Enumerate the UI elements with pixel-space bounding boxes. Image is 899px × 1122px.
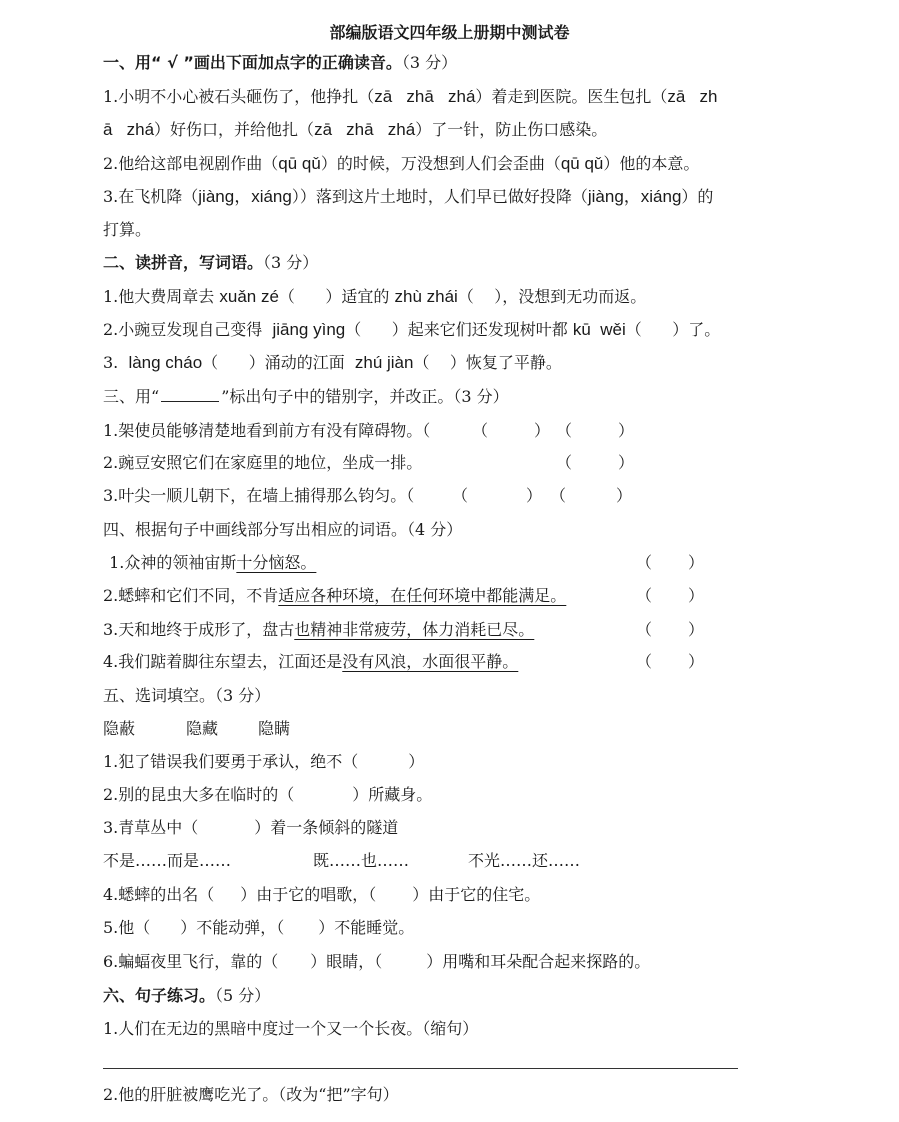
- text: ）所藏身。: [352, 785, 433, 804]
- section-5-heading-text: 五、选词填空。（3 分）: [103, 686, 271, 705]
- pinyin: kū wěi: [572, 320, 626, 339]
- conj-choice-2: 既……也……: [313, 851, 410, 870]
- s5-question-1: [103, 751, 424, 773]
- pinyin-options: ā zhá: [103, 120, 155, 139]
- s6-question-2: [103, 1084, 399, 1106]
- section-4-heading: [103, 519, 462, 541]
- s1-question-1-line-2: [103, 119, 607, 141]
- text: 1.犯了错误我们要勇于承认，绝不（: [103, 752, 359, 771]
- s4-question-2: [103, 585, 566, 607]
- text: 2.小豌豆发现自己变得: [103, 320, 273, 339]
- s2-question-3: [103, 352, 562, 374]
- section-6-heading: [103, 985, 270, 1007]
- s4-q4-answer[interactable]: （ ）: [636, 652, 705, 671]
- section-3-heading-post: ”标出句子中的错别字，并改正。（3 分）: [221, 387, 509, 406]
- exam-title: 部编版语文四年级上册期中测试卷: [329, 23, 570, 42]
- s5-question-2: [103, 784, 432, 806]
- pinyin-options: jiàng，xiáng: [198, 187, 292, 206]
- text: ）由于它的唱歌，（: [240, 885, 377, 904]
- text: ）不能睡觉。: [318, 918, 415, 937]
- text: ）好伤口，并给他扎（: [154, 120, 315, 139]
- s1-question-1-line-1: [103, 86, 718, 108]
- text: ）: [408, 752, 425, 771]
- text: 4.蟋蟀的出名（: [103, 885, 215, 904]
- section-3-heading-pre: 三、用“: [103, 387, 160, 406]
- text: 3.青草丛中（: [103, 818, 199, 837]
- s6-question-1: [103, 1018, 478, 1040]
- underlined-phrase: 十分恼怒。: [236, 553, 317, 572]
- answer-blank[interactable]: （ ）适宜的: [278, 287, 395, 306]
- text: ）了一针，防止伤口感染。: [415, 120, 608, 139]
- conj-choice-3: 不光……还……: [468, 851, 581, 870]
- text: ）的时候，万没想到人们会歪曲（: [320, 154, 561, 173]
- pinyin-options: zā zhā zhá: [314, 120, 416, 139]
- s3-q1-answer-1[interactable]: （ ）: [472, 421, 551, 440]
- section-1-score: （3 分）: [401, 53, 458, 72]
- text: ）眼睛，（: [310, 952, 383, 971]
- pinyin: zhú jiàn: [354, 353, 414, 372]
- text: 1.他大费周章去: [103, 287, 220, 306]
- text: 1.众神的领袖宙斯: [104, 553, 237, 572]
- s4-q3-answer[interactable]: （ ）: [636, 620, 705, 639]
- section-2-score: （3 分）: [263, 253, 319, 272]
- underline-mark-sample: [161, 389, 219, 402]
- s3-question-1: [103, 420, 430, 442]
- pinyin: zhù zhái: [394, 287, 458, 306]
- s5-question-6: [103, 951, 650, 973]
- s3-q2-answer[interactable]: （ ）: [556, 453, 635, 472]
- text: ））落到这片土地时，人们早已做好投降（: [291, 187, 588, 206]
- s3-q1-answer-2[interactable]: （ ）: [556, 421, 635, 440]
- s4-question-3: [103, 619, 534, 641]
- word-choice-3: 隐瞒: [258, 719, 291, 738]
- section-3-heading: [103, 386, 509, 408]
- pinyin-options: zā zhā zhá: [374, 87, 476, 106]
- s3-q3-answer-2[interactable]: （ ）: [550, 486, 633, 505]
- answer-blank[interactable]: （ ）了。: [625, 320, 721, 339]
- underlined-phrase: 也精神非常疲劳，体力消耗已尽。: [294, 620, 535, 639]
- text: 1.架使员能够清楚地看到前方有没有障碍物。（: [103, 421, 431, 440]
- text: 1.人们在无边的黑暗中度过一个又一个长夜。（缩句）: [103, 1019, 479, 1038]
- s4-q2-answer[interactable]: （ ）: [636, 586, 705, 605]
- text: 1.小明不小心被石头砸伤了，他挣扎（: [103, 87, 375, 106]
- answer-blank[interactable]: （ ）恢复了平静。: [413, 353, 562, 372]
- s5-question-4: [103, 884, 540, 906]
- pinyin: làng cháo: [128, 353, 203, 372]
- text: 6.蝙蝠夜里飞行，靠的（: [103, 952, 279, 971]
- text: ）着走到医院。医生包扎（: [475, 87, 668, 106]
- word-choice-2: 隐藏: [186, 719, 219, 738]
- section-2-heading-text: 二、读拼音，写词语。: [103, 253, 264, 272]
- text: 4.我们踮着脚往东望去，江面还是: [103, 652, 343, 671]
- s3-q3-answer-1[interactable]: （ ）: [452, 486, 543, 505]
- section-6-score: （5 分）: [215, 986, 271, 1005]
- text: 3.在飞机降（: [103, 187, 199, 206]
- text: 3.叶尖一顺儿朝下，在墙上捕得那么钧匀。（: [103, 486, 415, 505]
- pinyin-options: jiàng，xiáng: [587, 187, 682, 206]
- s1-question-3: [103, 186, 713, 208]
- text: ）着一条倾斜的隧道: [254, 818, 399, 837]
- text: ）用嘴和耳朵配合起来探路的。: [426, 952, 651, 971]
- section-1-heading: [103, 52, 457, 74]
- s2-question-1: [103, 286, 646, 308]
- text: 3.: [103, 353, 129, 372]
- s3-question-3: [103, 485, 414, 507]
- section-1-heading-text: 一、用“ √ ”画出下面加点字的正确读音。: [103, 53, 402, 72]
- text: 2.蟋蟀和它们不同，不肯: [103, 586, 279, 605]
- text: 5.他（: [103, 918, 151, 937]
- section-6-heading-text: 六、句子练习。: [103, 986, 216, 1005]
- text: 2.别的昆虫大多在临时的（: [103, 785, 295, 804]
- conj-choice-1: 不是……而是……: [103, 851, 232, 870]
- answer-line[interactable]: [103, 1068, 738, 1069]
- text: 2.他的肝脏被鹰吃光了。（改为“把”字句）: [103, 1085, 399, 1104]
- answer-blank[interactable]: （ ）涌动的江面: [202, 353, 355, 372]
- s5-question-5: [103, 917, 414, 939]
- section-2-heading: [103, 252, 318, 274]
- underlined-phrase: 没有风浪，水面很平静。: [342, 652, 519, 671]
- underlined-phrase: 适应各种环境，在任何环境中都能满足。: [278, 586, 567, 605]
- s1-question-3-cont: [103, 219, 151, 241]
- text: 2.他给这部电视剧作曲（: [103, 154, 279, 173]
- text: 2.豌豆安照它们在家庭里的地位，坐成一排。: [103, 453, 423, 472]
- text: ）由于它的住宅。: [412, 885, 541, 904]
- s3-question-2: [103, 452, 422, 474]
- section-4-heading-text: 四、根据句子中画线部分写出相应的词语。（4 分）: [103, 520, 463, 539]
- pinyin: jiāng yìng: [272, 320, 346, 339]
- s4-question-4: [103, 651, 518, 673]
- answer-blank[interactable]: （ ），没想到无功而返。: [457, 287, 647, 306]
- text: 打算。: [103, 220, 152, 239]
- s1-question-2: [103, 153, 699, 175]
- pinyin: xuǎn zé: [219, 287, 279, 306]
- text: ）不能动弹，（: [180, 918, 285, 937]
- pinyin-options: qū qǔ: [278, 154, 321, 173]
- s4-question-1: [104, 552, 320, 574]
- s4-q1-answer[interactable]: （ ）: [636, 553, 705, 572]
- word-choice-1: 隐蔽: [103, 719, 136, 738]
- answer-blank[interactable]: （ ）起来它们还发现树叶都: [345, 320, 573, 339]
- section-5-heading: [103, 685, 270, 707]
- s2-question-2: [103, 319, 720, 341]
- pinyin-options: qū qǔ: [560, 154, 604, 173]
- text: ）的: [681, 187, 714, 206]
- text: 3.天和地终于成形了，盘古: [103, 620, 295, 639]
- s5-question-3: [103, 817, 398, 839]
- pinyin-options: zā zh: [667, 87, 718, 106]
- text: ）他的本意。: [603, 154, 700, 173]
